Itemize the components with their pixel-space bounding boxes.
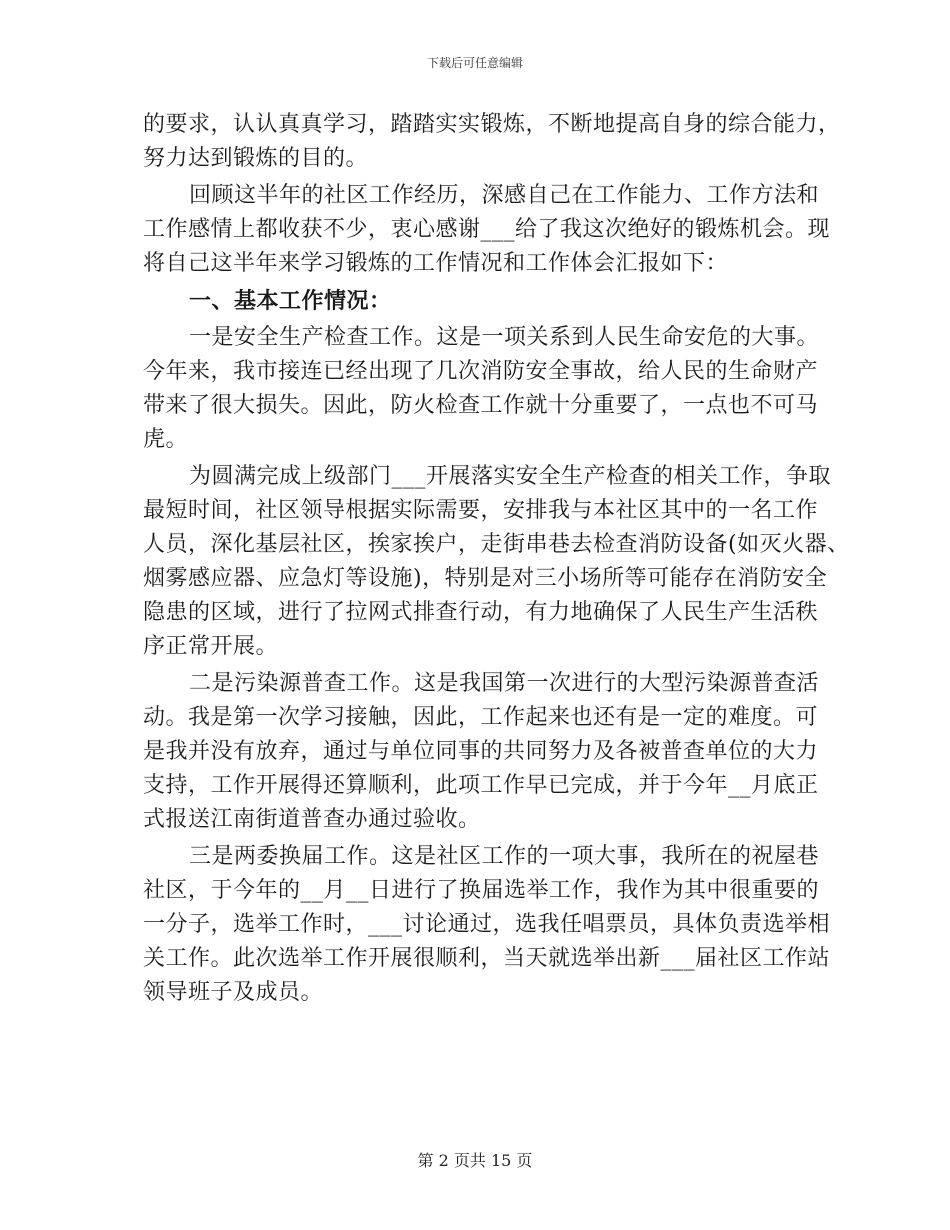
page-number: 第 2 页共 15 页 [417, 1151, 533, 1170]
text-line: 努力达到锻炼的目的。 [143, 146, 369, 171]
paragraph [143, 667, 820, 837]
paragraph [143, 840, 831, 1010]
text-line: 支持，工作开展得还算顺利，此项工作早已完成，并于今年__月底正 [143, 773, 819, 798]
section-heading [143, 284, 803, 318]
text-line: 关工作。此次选举工作开展很顺利，当天就选举出新___届社区工作站 [143, 946, 831, 971]
text-line: 社区，于今年的__月__日进行了换届选举工作，我作为其中很重要的 [143, 878, 820, 903]
paragraph-gap [143, 1010, 803, 1013]
text-line: 一分子，选举工作时，___讨论通过，选我任唱票员，具体负责选举相 [143, 912, 831, 937]
text-line: 人员，深化基层社区，挨家挨户，走街串巷去检查消防设备(如灭火器、 [143, 532, 850, 557]
text-line: 领导班子及成员。 [143, 980, 324, 1005]
text-line: 的要求，认认真真学习，踏踏实实锻炼，不断地提高自身的综合能力， [143, 112, 841, 137]
text-line: 为圆满完成上级部门___开展落实安全生产检查的相关工作，争取 [189, 464, 832, 489]
text-line: 工作感情上都收获不少，衷心感谢___给了我这次绝好的锻炼机会。现 [143, 217, 831, 242]
paragraph [143, 460, 850, 664]
text-line: 最短时间，社区领导根据实际需要，安排我与本社区其中的一名工作 [143, 498, 819, 523]
page-header: 下载后可任意编辑 [426, 56, 523, 70]
paragraph [143, 321, 820, 457]
paragraph [143, 108, 841, 176]
text-line: 隐患的区域，进行了拉网式排查行动，有力地确保了人民生产生活秩 [143, 600, 819, 625]
text-line: 动。我是第一次学习接触，因此，工作起来也还有是一定的难度。可 [143, 705, 819, 730]
text-line: 回顾这半年的社区工作经历，深感自己在工作能力、工作方法和 [189, 183, 820, 208]
text-line: 将自己这半年来学习锻炼的工作情况和工作体会汇报如下： [143, 251, 729, 276]
text-line: 式报送江南街道普查办通过验收。 [143, 807, 481, 832]
text-line: 三是两委换届工作。这是社区工作的一项大事，我所在的祝屋巷 [189, 844, 820, 869]
text-line: 序正常开展。 [143, 634, 279, 659]
paragraph [143, 179, 831, 281]
text-line: 今年来，我市接连已经出现了几次消防安全事故，给人民的生命财产 [143, 359, 819, 384]
text-line: 烟雾感应器、应急灯等设施)，特别是对三小场所等可能存在消防安全 [143, 566, 828, 591]
text-line: 带来了很大损失。因此，防火检查工作就十分重要了，一点也不可马 [143, 393, 819, 418]
text-line: 一、基本工作情况： [189, 288, 392, 314]
text-line: 一是安全生产检查工作。这是一项关系到人民生命安危的大事。 [189, 325, 820, 350]
text-line: 是我并没有放弃，通过与单位同事的共同努力及各被普查单位的大力 [143, 739, 819, 764]
text-line: 虎。 [143, 427, 189, 452]
document-body [143, 108, 850, 1013]
text-line: 二是污染源普查工作。这是我国第一次进行的大型污染源普查活 [189, 671, 820, 696]
